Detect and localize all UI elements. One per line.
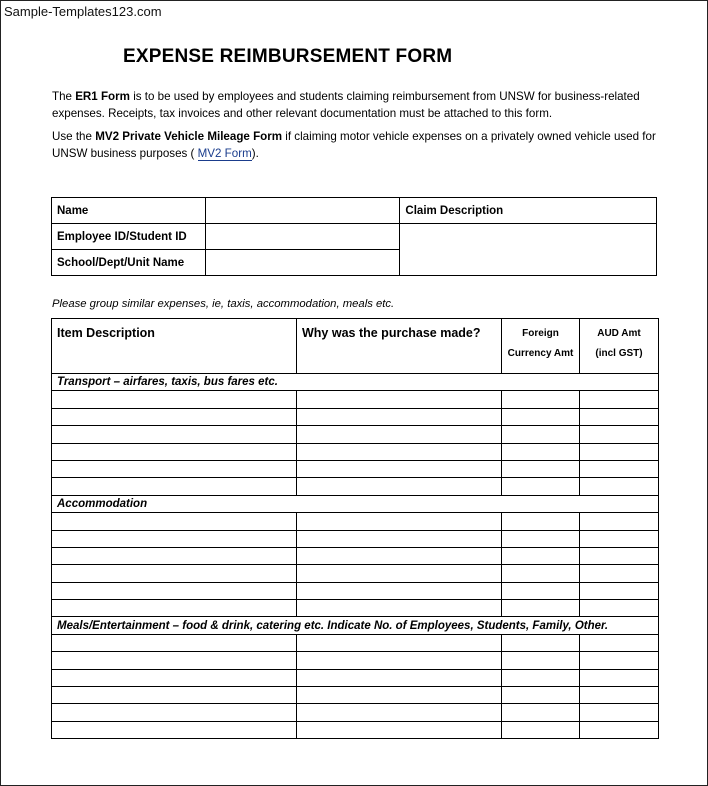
expenses-table [51, 318, 659, 739]
table-row [52, 408, 659, 425]
table-row [52, 513, 659, 530]
aud-cell[interactable] [580, 391, 659, 408]
intro-text: if claiming motor vehicle expenses on a privately owned vehicle used for UNSW business purposes ( [52, 130, 656, 160]
intro-paragraph-2 [52, 128, 662, 162]
grouping-note: Please group similar expenses, ie, taxis, accommodation, meals etc. [52, 298, 395, 310]
aud-cell[interactable] [580, 582, 659, 599]
table-row [52, 478, 659, 495]
purchase-reason-header: Why was the purchase made? [297, 319, 502, 374]
name-field[interactable] [205, 198, 400, 224]
category-row [52, 495, 659, 512]
item-cell[interactable] [52, 478, 297, 495]
aud-cell[interactable] [580, 565, 659, 582]
intro-text: The [52, 90, 76, 103]
item-cell[interactable] [52, 704, 297, 721]
table-row [52, 565, 659, 582]
foreign-cell[interactable] [502, 600, 580, 617]
expenses-header-row [52, 319, 659, 374]
table-row [52, 426, 659, 443]
aud-amount-header [580, 319, 659, 374]
item-description-header: Item Description [52, 319, 297, 374]
mv2-form-name: MV2 Private Vehicle Mileage Form [95, 130, 283, 143]
item-cell[interactable] [52, 652, 297, 669]
table-row [52, 443, 659, 460]
reason-cell[interactable] [297, 547, 502, 564]
foreign-cell[interactable] [502, 721, 580, 738]
reason-cell[interactable] [297, 391, 502, 408]
foreign-cell[interactable] [502, 582, 580, 599]
reason-cell[interactable] [297, 478, 502, 495]
foreign-cell[interactable] [502, 426, 580, 443]
table-row [52, 687, 659, 704]
foreign-currency-header-line1: Foreign [522, 328, 559, 339]
intro-paragraph-1 [52, 88, 662, 122]
item-cell[interactable] [52, 443, 297, 460]
aud-cell[interactable] [580, 652, 659, 669]
table-row [52, 669, 659, 686]
aud-amount-header-line2: (incl GST) [595, 348, 643, 359]
aud-cell[interactable] [580, 634, 659, 651]
table-row [52, 721, 659, 738]
item-cell[interactable] [52, 547, 297, 564]
reason-cell[interactable] [297, 460, 502, 477]
meals-category: Meals/Entertainment – food & drink, catering etc. Indicate No. of Employees, Students, Family, Other. [52, 617, 659, 634]
item-cell[interactable] [52, 530, 297, 547]
item-cell[interactable] [52, 721, 297, 738]
foreign-cell[interactable] [502, 634, 580, 651]
employee-id-label: Employee ID/Student ID [52, 224, 206, 250]
reason-cell[interactable] [297, 443, 502, 460]
aud-cell[interactable] [580, 443, 659, 460]
reason-cell[interactable] [297, 669, 502, 686]
item-cell[interactable] [52, 687, 297, 704]
item-cell[interactable] [52, 408, 297, 425]
intro-text: is to be used by employees and students claiming reimbursement from UNSW for business-related expenses. Receipts, tax invoices and other relevant documentation must be attached to this form. [52, 90, 640, 120]
mv2-form-link[interactable]: MV2 Form [197, 147, 252, 160]
er1-form-name: ER1 Form [75, 90, 130, 103]
foreign-cell[interactable] [502, 547, 580, 564]
foreign-cell[interactable] [502, 669, 580, 686]
aud-cell[interactable] [580, 721, 659, 738]
reason-cell[interactable] [297, 513, 502, 530]
claim-description-field[interactable] [400, 224, 657, 276]
aud-cell[interactable] [580, 513, 659, 530]
item-cell[interactable] [52, 582, 297, 599]
item-cell[interactable] [52, 391, 297, 408]
table-row [52, 600, 659, 617]
table-row [52, 652, 659, 669]
table-row [52, 530, 659, 547]
watermark: Sample-Templates123.com [4, 4, 162, 19]
category-row [52, 617, 659, 634]
aud-cell[interactable] [580, 687, 659, 704]
item-cell[interactable] [52, 460, 297, 477]
aud-cell[interactable] [580, 600, 659, 617]
item-cell[interactable] [52, 669, 297, 686]
category-row [52, 374, 659, 391]
reason-cell[interactable] [297, 634, 502, 651]
foreign-currency-header-line2: Currency Amt [507, 348, 574, 359]
table-row [52, 582, 659, 599]
reason-cell[interactable] [297, 704, 502, 721]
item-cell[interactable] [52, 600, 297, 617]
reason-cell[interactable] [297, 530, 502, 547]
aud-cell[interactable] [580, 460, 659, 477]
school-dept-label: School/Dept/Unit Name [52, 250, 206, 276]
employee-id-field[interactable] [205, 224, 400, 250]
reason-cell[interactable] [297, 565, 502, 582]
foreign-cell[interactable] [502, 391, 580, 408]
foreign-cell[interactable] [502, 565, 580, 582]
foreign-currency-header [502, 319, 580, 374]
foreign-cell[interactable] [502, 443, 580, 460]
foreign-cell[interactable] [502, 530, 580, 547]
aud-cell[interactable] [580, 426, 659, 443]
name-label: Name [52, 198, 206, 224]
table-row [52, 391, 659, 408]
item-cell[interactable] [52, 513, 297, 530]
form-title: EXPENSE REIMBURSEMENT FORM [123, 46, 453, 67]
reason-cell[interactable] [297, 600, 502, 617]
reason-cell[interactable] [297, 408, 502, 425]
claimant-info-table [51, 197, 657, 276]
foreign-cell[interactable] [502, 652, 580, 669]
table-row [52, 547, 659, 564]
foreign-cell[interactable] [502, 408, 580, 425]
intro-text: ). [251, 147, 259, 160]
table-row [52, 704, 659, 721]
foreign-cell[interactable] [502, 460, 580, 477]
foreign-cell[interactable] [502, 687, 580, 704]
aud-amount-header-line1: AUD Amt [597, 328, 641, 339]
aud-cell[interactable] [580, 669, 659, 686]
table-row [52, 634, 659, 651]
aud-cell[interactable] [580, 704, 659, 721]
school-dept-field[interactable] [205, 250, 400, 276]
foreign-cell[interactable] [502, 704, 580, 721]
claim-description-label: Claim Description [400, 198, 657, 224]
foreign-cell[interactable] [502, 513, 580, 530]
reason-cell[interactable] [297, 687, 502, 704]
transport-category: Transport – airfares, taxis, bus fares etc. [52, 374, 659, 391]
aud-cell[interactable] [580, 547, 659, 564]
item-cell[interactable] [52, 565, 297, 582]
foreign-cell[interactable] [502, 478, 580, 495]
aud-cell[interactable] [580, 530, 659, 547]
aud-cell[interactable] [580, 408, 659, 425]
item-cell[interactable] [52, 634, 297, 651]
intro-text: Use the [52, 130, 96, 143]
reason-cell[interactable] [297, 426, 502, 443]
reason-cell[interactable] [297, 721, 502, 738]
reason-cell[interactable] [297, 582, 502, 599]
item-cell[interactable] [52, 426, 297, 443]
accommodation-category: Accommodation [52, 495, 659, 512]
table-row [52, 460, 659, 477]
reason-cell[interactable] [297, 652, 502, 669]
aud-cell[interactable] [580, 478, 659, 495]
